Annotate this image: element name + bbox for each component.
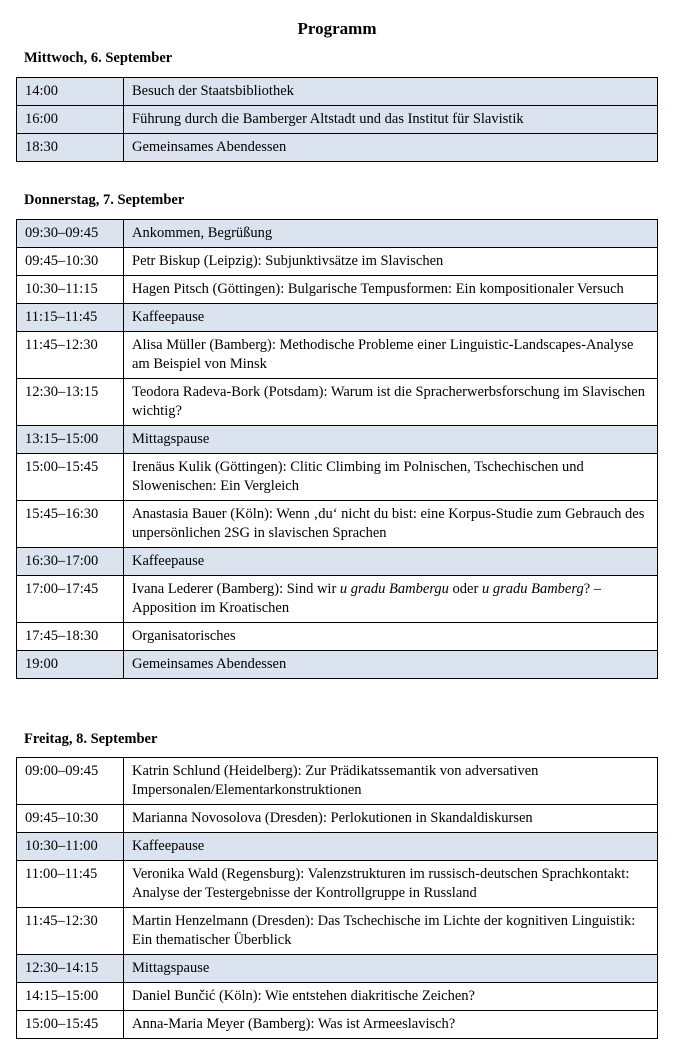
schedule-row — [17, 134, 658, 162]
time-cell: 12:30–13:15 — [17, 379, 124, 426]
time-cell: 11:45–12:30 — [17, 332, 124, 379]
event-cell: Gemeinsames Abendessen — [124, 134, 658, 162]
time-cell: 10:30–11:15 — [17, 276, 124, 304]
time-cell: 09:45–10:30 — [17, 805, 124, 833]
event-cell: Daniel Bunčić (Köln): Wie entstehen diakritische Zeichen? — [124, 983, 658, 1011]
schedule-row — [17, 276, 658, 304]
time-cell: 16:00 — [17, 106, 124, 134]
time-cell: 09:00–09:45 — [17, 758, 124, 805]
schedule-rows — [17, 758, 658, 1039]
schedule-row — [17, 955, 658, 983]
schedule-row — [17, 379, 658, 426]
event-cell: Mittagspause — [124, 426, 658, 454]
schedule-rows — [17, 78, 658, 162]
schedule-table-wednesday — [16, 77, 658, 162]
day-heading-wednesday: Mittwoch, 6. September — [24, 50, 173, 66]
page-title: Programm — [297, 19, 377, 38]
event-cell: Kaffeepause — [124, 304, 658, 332]
time-cell: 09:30–09:45 — [17, 220, 124, 248]
schedule-row — [17, 576, 658, 623]
event-cell: Alisa Müller (Bamberg): Methodische Probleme einer Linguistic-Landscapes-Analyse am Beispiel von Minsk — [124, 332, 658, 379]
time-cell: 11:45–12:30 — [17, 908, 124, 955]
time-cell: 16:30–17:00 — [17, 548, 124, 576]
event-text-italic: u gradu Bambergu — [339, 581, 449, 597]
event-cell: Kaffeepause — [124, 833, 658, 861]
time-cell: 15:00–15:45 — [17, 1011, 124, 1039]
schedule-row — [17, 78, 658, 106]
schedule-row — [17, 454, 658, 501]
schedule-row — [17, 651, 658, 679]
schedule-row — [17, 833, 658, 861]
schedule-row — [17, 548, 658, 576]
time-cell: 19:00 — [17, 651, 124, 679]
time-cell: 18:30 — [17, 134, 124, 162]
event-cell: Marianna Novosolova (Dresden): Perlokutionen in Skandaldiskursen — [124, 805, 658, 833]
time-cell: 10:30–11:00 — [17, 833, 124, 861]
day-heading-thursday: Donnerstag, 7. September — [24, 192, 185, 208]
event-cell — [124, 576, 658, 623]
schedule-table-thursday — [16, 219, 658, 679]
schedule-row — [17, 304, 658, 332]
event-cell: Führung durch die Bamberger Altstadt und das Institut für Slavistik — [124, 106, 658, 134]
time-cell: 17:00–17:45 — [17, 576, 124, 623]
schedule-row — [17, 426, 658, 454]
day-heading-friday: Freitag, 8. September — [24, 731, 158, 747]
schedule-row — [17, 332, 658, 379]
time-cell: 11:15–11:45 — [17, 304, 124, 332]
schedule-row — [17, 248, 658, 276]
schedule-row — [17, 758, 658, 805]
event-text: oder — [448, 581, 482, 597]
schedule-row — [17, 623, 658, 651]
event-cell: Petr Biskup (Leipzig): Subjunktivsätze im Slavischen — [124, 248, 658, 276]
schedule-row — [17, 805, 658, 833]
event-cell: Kaffeepause — [124, 548, 658, 576]
time-cell: 09:45–10:30 — [17, 248, 124, 276]
event-cell: Martin Henzelmann (Dresden): Das Tschechische im Lichte der kognitiven Linguistik: Ein thematischer Überblick — [124, 908, 658, 955]
event-cell: Hagen Pitsch (Göttingen): Bulgarische Tempusformen: Ein kompositionaler Versuch — [124, 276, 658, 304]
schedule-row — [17, 220, 658, 248]
time-cell: 14:15–15:00 — [17, 983, 124, 1011]
event-cell: Irenäus Kulik (Göttingen): Clitic Climbing im Polnischen, Tschechischen und Slowenischen: Ein Vergleich — [124, 454, 658, 501]
time-cell: 13:15–15:00 — [17, 426, 124, 454]
schedule-row — [17, 106, 658, 134]
time-cell: 12:30–14:15 — [17, 955, 124, 983]
event-cell: Anna-Maria Meyer (Bamberg): Was ist Armeeslavisch? — [124, 1011, 658, 1039]
time-cell: 15:00–15:45 — [17, 454, 124, 501]
schedule-row — [17, 501, 658, 548]
event-cell: Ankommen, Begrüßung — [124, 220, 658, 248]
schedule-table-friday — [16, 757, 658, 1039]
event-text: Ivana Lederer (Bamberg): Sind wir — [132, 581, 340, 597]
schedule-rows — [17, 220, 658, 679]
time-cell: 15:45–16:30 — [17, 501, 124, 548]
event-cell: Mittagspause — [124, 955, 658, 983]
time-cell: 14:00 — [17, 78, 124, 106]
schedule-row — [17, 861, 658, 908]
event-cell: Katrin Schlund (Heidelberg): Zur Prädikatssemantik von adversativen Impersonalen/Elementarkonstruktionen — [124, 758, 658, 805]
event-cell: Besuch der Staatsbibliothek — [124, 78, 658, 106]
schedule-row — [17, 908, 658, 955]
time-cell: 11:00–11:45 — [17, 861, 124, 908]
event-text-italic: u gradu Bamberg — [481, 581, 584, 597]
schedule-row — [17, 983, 658, 1011]
time-cell: 17:45–18:30 — [17, 623, 124, 651]
event-cell: Veronika Wald (Regensburg): Valenzstrukturen im russisch-deutschen Sprachkontakt: Analyse der Testergebnisse der Kontrollgruppe in Russland — [124, 861, 658, 908]
event-cell: Organisatorisches — [124, 623, 658, 651]
event-cell: Teodora Radeva-Bork (Potsdam): Warum ist die Spracherwerbsforschung im Slavischen wichtig? — [124, 379, 658, 426]
schedule-row — [17, 1011, 658, 1039]
event-text: ? – Apposition im Kroatischen — [132, 581, 602, 616]
event-cell: Anastasia Bauer (Köln): Wenn ‚du‘ nicht du bist: eine Korpus-Studie zum Gebrauch des unpersönlichen 2SG in slavischen Sprachen — [124, 501, 658, 548]
event-cell: Gemeinsames Abendessen — [124, 651, 658, 679]
